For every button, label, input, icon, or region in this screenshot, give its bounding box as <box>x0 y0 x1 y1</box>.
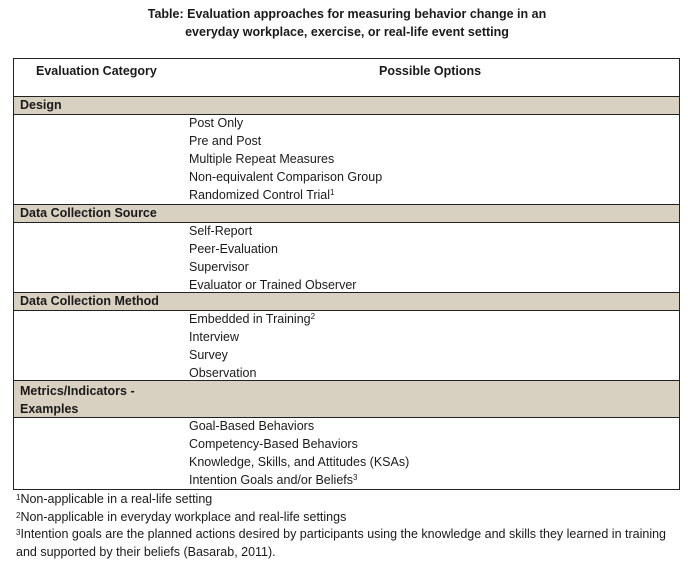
options-metrics-indicators <box>189 417 409 489</box>
footnote-ref: 2 <box>310 312 316 321</box>
section-data-collection-source <box>14 204 679 223</box>
footnote-ref: 1 <box>330 188 335 197</box>
options-design <box>189 114 382 204</box>
section-data-collection-method <box>14 292 679 311</box>
footnote-ref: 3 <box>353 473 358 482</box>
option-item: Pre and Post <box>189 134 262 148</box>
table-header-row <box>14 59 679 97</box>
table-title-line-1: Table: Evaluation approaches for measuring behavior change in an <box>147 7 547 21</box>
section-label: Data Collection Source <box>20 206 157 220</box>
footnote-1: $^1$Non-applicable in a real-life setting <box>16 492 213 506</box>
option-item: Multiple Repeat Measures <box>189 152 335 166</box>
option-item: Post Only <box>189 116 244 130</box>
table-title-line-2: everyday workplace, exercise, or real-life event setting <box>185 25 509 39</box>
option-item: Randomized Control Trial$^1$ <box>189 188 335 202</box>
column-header-evaluation-category: Evaluation Category <box>36 64 157 78</box>
section-label-line-1: Metrics/Indicators - <box>20 384 135 398</box>
section-design <box>14 96 679 115</box>
option-item: Intention Goals and/or Beliefs$^3$ <box>189 473 358 487</box>
option-item: Interview <box>189 330 240 344</box>
option-item: Embedded in Training$^2$ <box>189 312 316 326</box>
option-item: Knowledge, Skills, and Attitudes (KSAs) <box>189 455 410 469</box>
footnote-3: $^3$Intention goals are the planned actions desired by participants using the knowledge and skills they learned in training and supported by their beliefs (Basarab, 2011). <box>16 527 667 559</box>
column-header-possible-options: Possible Options <box>379 64 482 78</box>
option-item: Peer-Evaluation <box>189 242 278 256</box>
footnotes <box>16 491 684 561</box>
option-item: Evaluator or Trained Observer <box>189 278 357 292</box>
evaluation-table <box>13 58 680 490</box>
footnote-2: $^2$Non-applicable in everyday workplace and real-life settings <box>16 509 347 524</box>
option-item: Competency-Based Behaviors <box>189 437 358 451</box>
table-title <box>0 5 694 41</box>
option-item: Non-equivalent Comparison Group <box>189 170 383 184</box>
option-item: Self-Report <box>189 224 253 238</box>
options-data-collection-method <box>189 310 315 382</box>
options-data-collection-source <box>189 222 356 294</box>
option-item: Supervisor <box>189 260 249 274</box>
section-metrics-indicators <box>14 380 679 418</box>
option-item: Observation <box>189 366 257 380</box>
section-label: Data Collection Method <box>20 294 159 308</box>
option-item: Survey <box>189 348 228 362</box>
section-label: Design <box>20 98 62 112</box>
section-label-line-2: Examples <box>20 402 79 416</box>
option-item: Goal-Based Behaviors <box>189 419 315 433</box>
